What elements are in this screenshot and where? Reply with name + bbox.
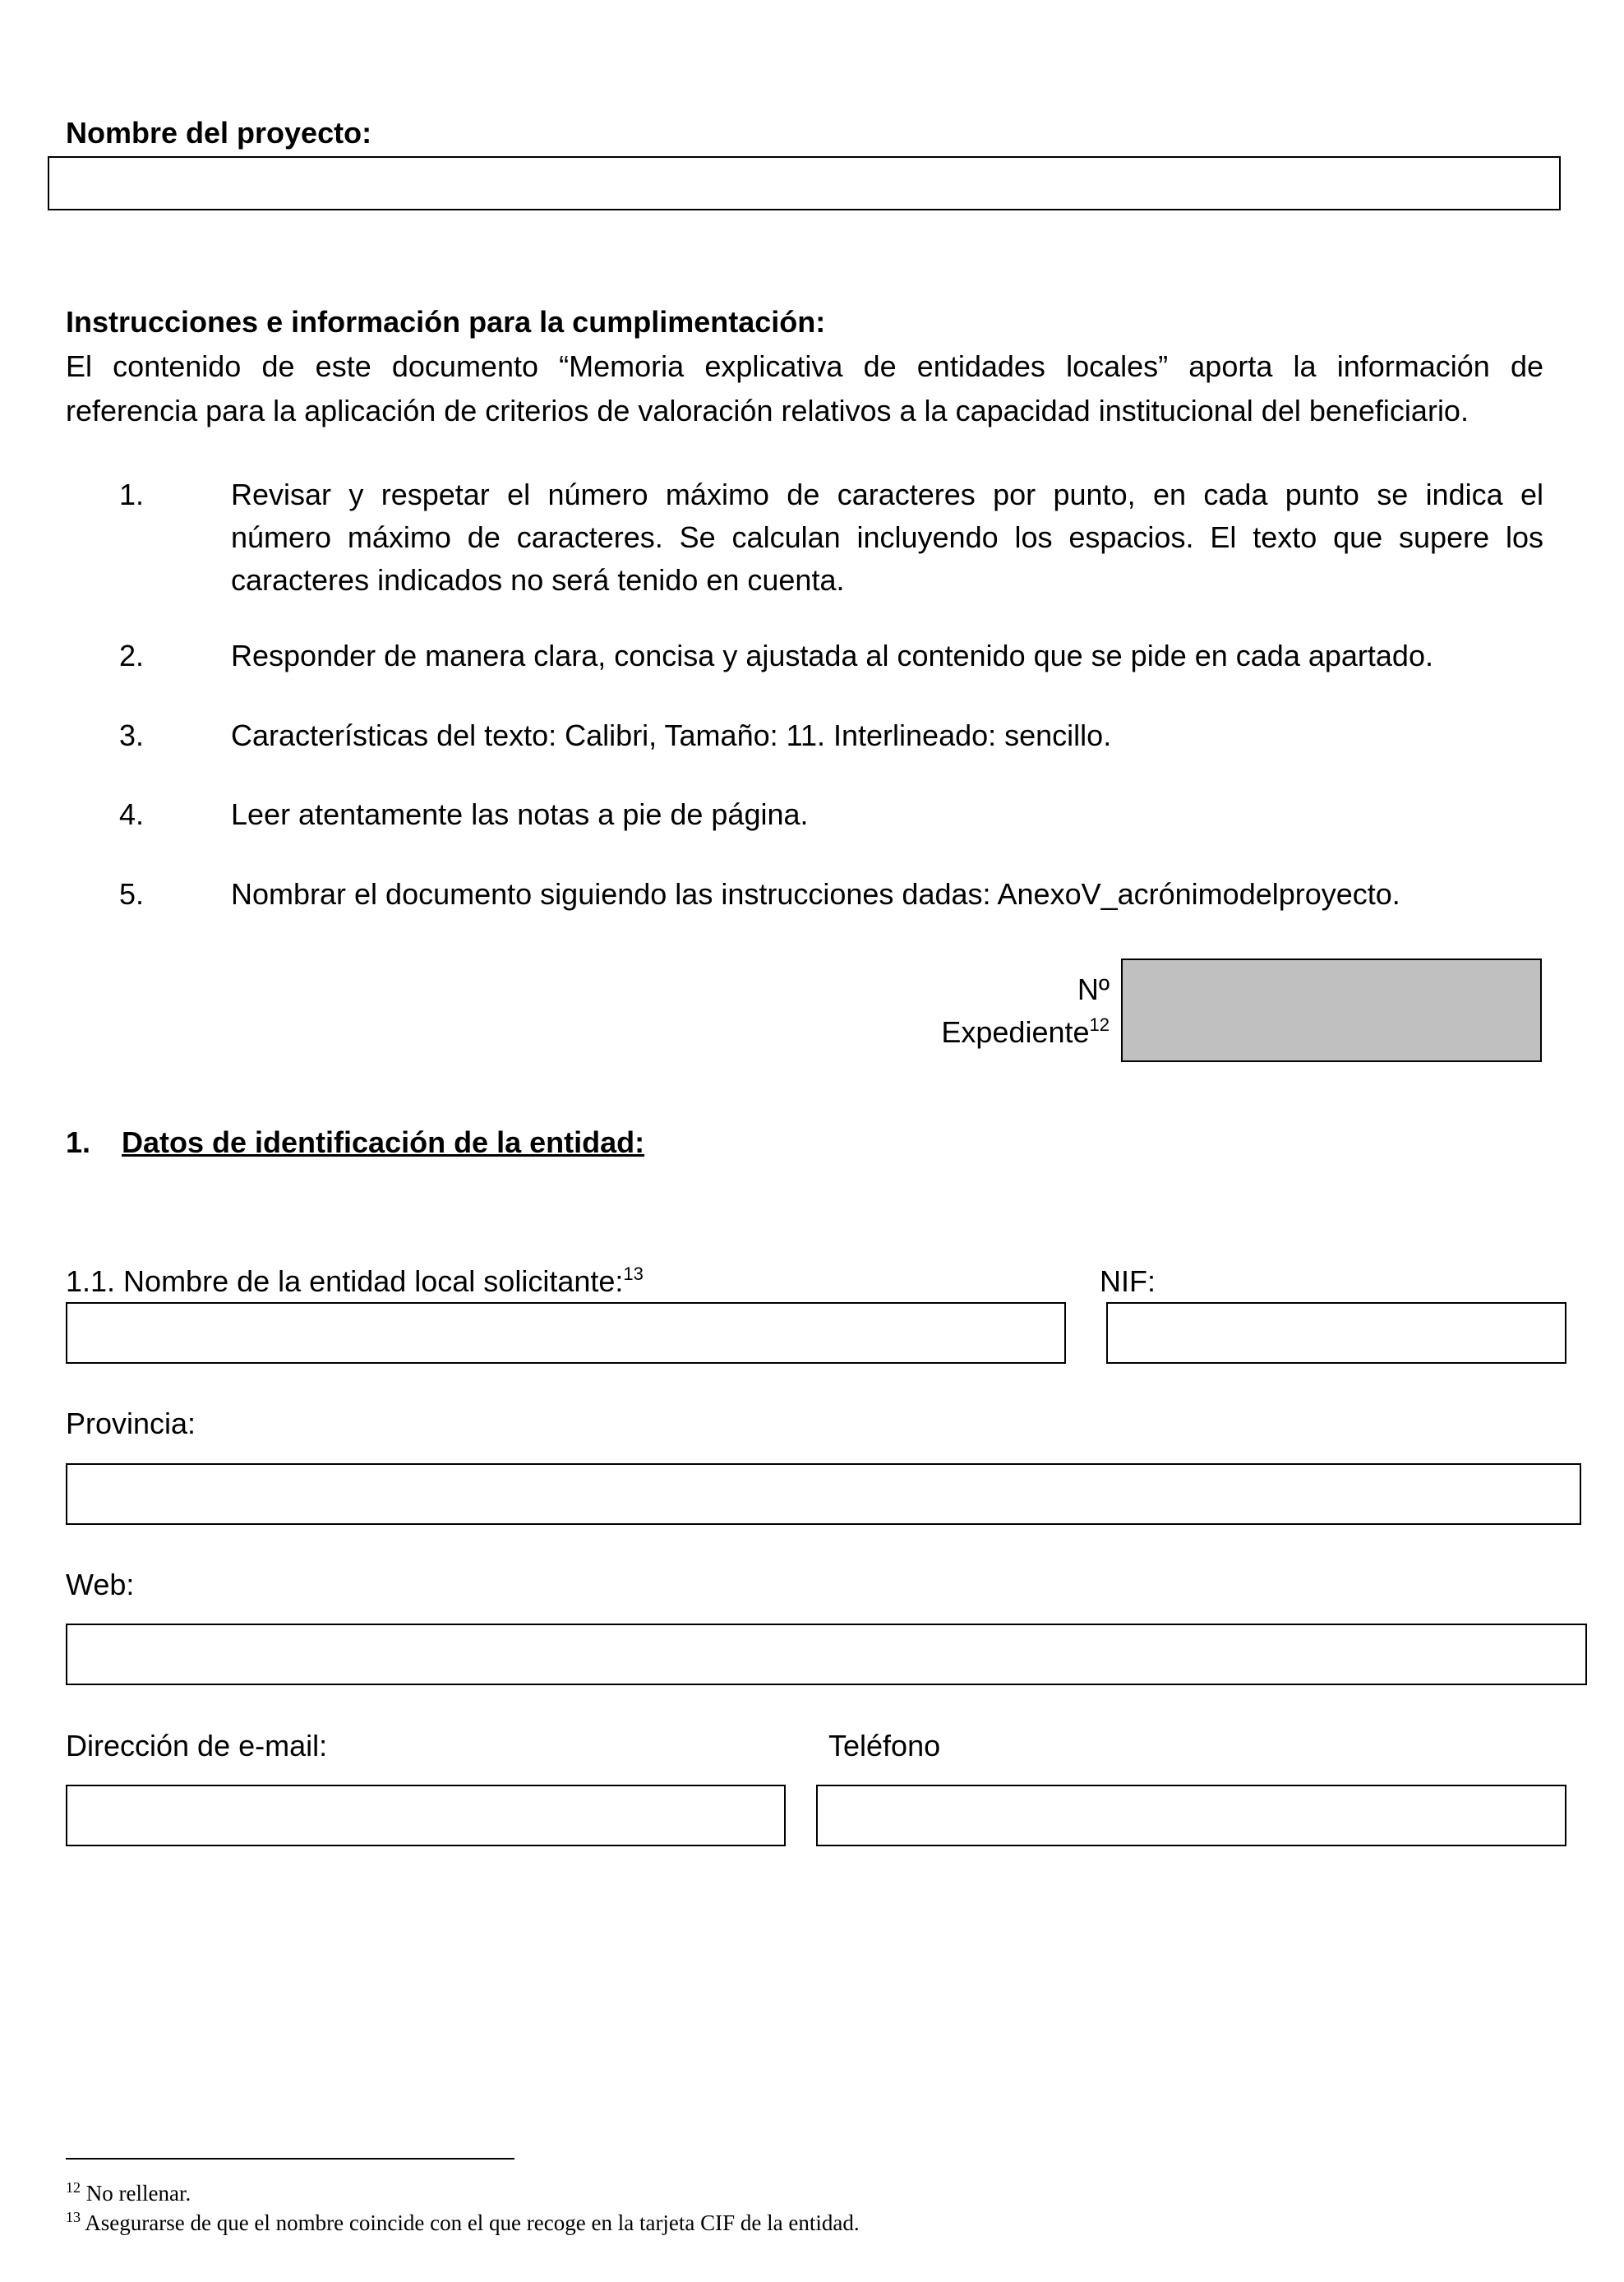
telefono-field[interactable] xyxy=(816,1785,1566,1846)
instruction-number: 1. xyxy=(119,478,145,511)
instruction-line: número máximo de caracteres. Se calculan incluyendo los espacios. El texto que supere los xyxy=(231,520,1543,554)
expediente-label-line2: Expediente xyxy=(941,1015,1090,1049)
telefono-label: Teléfono xyxy=(828,1729,941,1762)
instruction-item-3 xyxy=(231,714,1543,757)
instruction-number: 2. xyxy=(119,639,145,672)
instructions-intro-line2: referencia para la aplicación de criterios de valoración relativos a la capacidad institucional del beneficiario. xyxy=(66,394,1469,427)
section-1-number: 1. xyxy=(66,1125,91,1159)
email-label: Dirección de e-mail: xyxy=(66,1729,328,1762)
instruction-line: Responder de manera clara, concisa y ajustada al contenido que se pide en cada apartado. xyxy=(231,639,1433,672)
instruction-line: caracteres indicados no será tenido en cuenta. xyxy=(231,563,845,597)
instruction-line: Leer atentamente las notas a pie de página. xyxy=(231,797,809,831)
nif-label: NIF: xyxy=(1100,1264,1156,1298)
instruction-line: Revisar y respetar el número máximo de caracteres por punto, en cada punto se indica el xyxy=(231,478,1543,511)
instruction-item-1 xyxy=(231,473,1543,602)
footnote-12-text: No rellenar. xyxy=(81,2181,191,2206)
footnote-13-text: Asegurarse de que el nombre coincide con el que recoge en la tarjeta CIF de la entidad. xyxy=(81,2210,860,2235)
entity-name-label xyxy=(66,1260,644,1303)
web-field[interactable] xyxy=(66,1624,1587,1685)
entity-name-label-text: 1.1. Nombre de la entidad local solicitante: xyxy=(66,1264,624,1298)
expediente-label-line1: Nº xyxy=(1077,972,1110,1006)
email-field[interactable] xyxy=(66,1785,786,1846)
section-1-title: Datos de identificación de la entidad: xyxy=(122,1125,645,1159)
footnote-separator xyxy=(66,2158,514,2160)
instruction-line: Nombrar el documento siguiendo las instrucciones dadas: AnexoV_acrónimodelproyecto. xyxy=(231,877,1400,911)
expediente-field xyxy=(1121,959,1542,1062)
provincia-label: Provincia: xyxy=(66,1407,196,1440)
footnote-ref-12: 12 xyxy=(1089,1014,1110,1035)
footnote-13 xyxy=(66,2208,860,2238)
footnote-ref-13: 13 xyxy=(623,1263,644,1284)
instruction-item-4 xyxy=(231,793,1543,836)
project-name-field[interactable] xyxy=(48,156,1561,210)
instruction-item-2 xyxy=(231,635,1543,677)
provincia-field[interactable] xyxy=(66,1463,1581,1525)
instruction-number: 4. xyxy=(119,797,145,831)
expediente-label xyxy=(822,1011,1110,1054)
instructions-heading: Instrucciones e información para la cumplimentación: xyxy=(66,305,826,339)
entity-name-field[interactable] xyxy=(66,1302,1066,1364)
footnote-12-ref: 12 xyxy=(66,2179,81,2196)
instruction-number: 3. xyxy=(119,718,145,752)
project-name-label: Nombre del proyecto: xyxy=(66,116,372,150)
instruction-number: 5. xyxy=(119,877,145,911)
nif-field[interactable] xyxy=(1106,1302,1566,1364)
instruction-line: Características del texto: Calibri, Tamaño: 11. Interlineado: sencillo. xyxy=(231,718,1112,752)
instruction-item-5 xyxy=(231,873,1543,916)
web-label: Web: xyxy=(66,1568,135,1601)
instructions-intro-line1: El contenido de este documento “Memoria explicativa de entidades locales” aporta la información de xyxy=(66,349,1543,383)
footnote-13-ref: 13 xyxy=(66,2209,81,2225)
footnote-12 xyxy=(66,2178,191,2208)
